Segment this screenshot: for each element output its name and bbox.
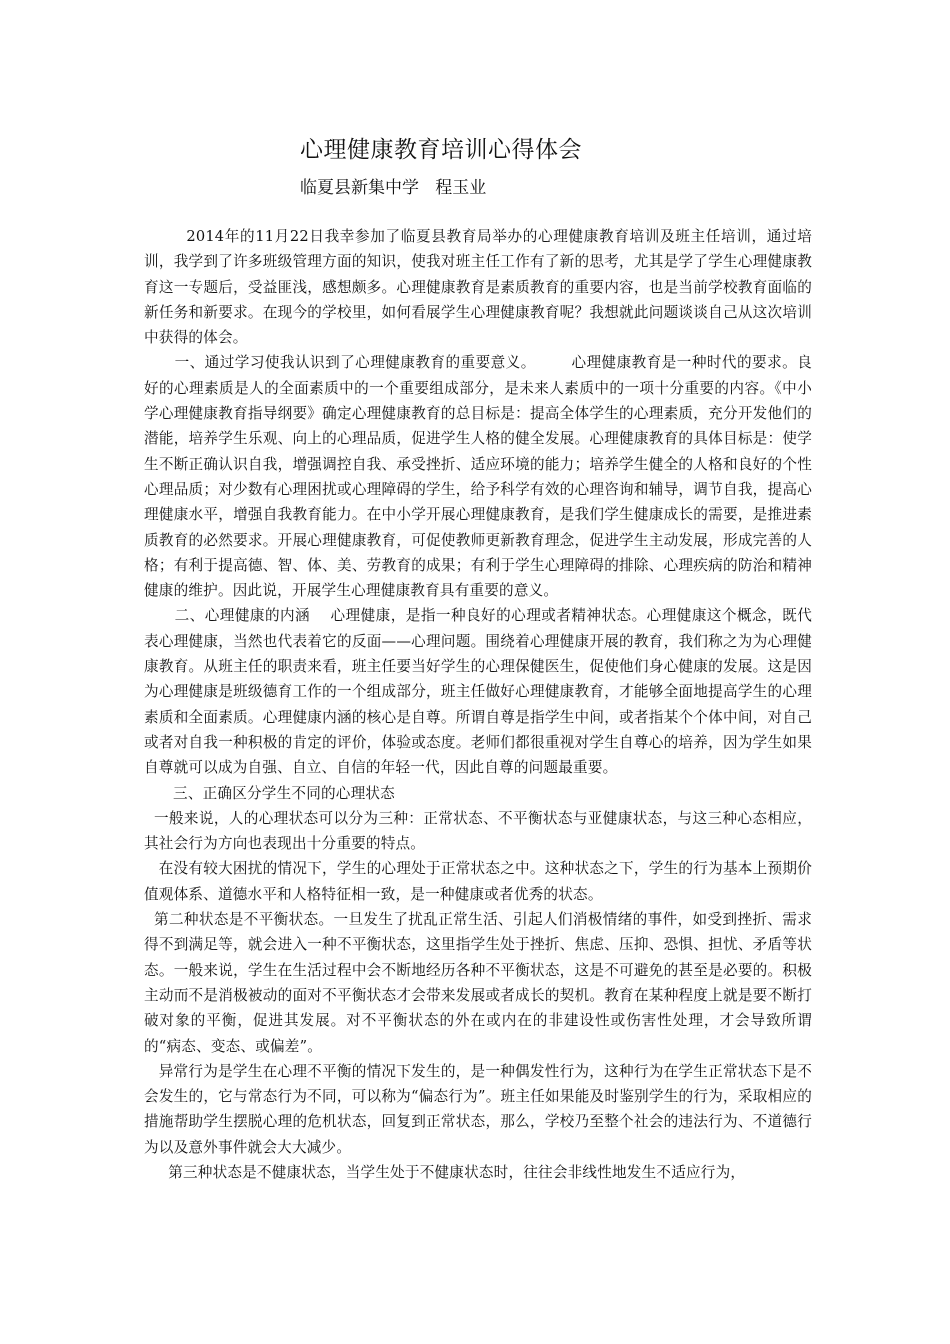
paragraph-three-states: 一般来说，人的心理状态可以分为三种：正常状态、不平衡状态与亚健康状态，与这三种心态相应，其社会行为方向也表现出十分重要的特点。 [144,809,812,853]
section-heading-three: 三、正确区分学生不同的心理状态 [144,784,395,802]
paragraph-normal-state: 在没有较大困扰的情况下，学生的心理处于正常状态之中。这种状态之下，学生的行为基本上预期价值观体系、道德水平和人格特征相一致，是一种健康或者优秀的状态。 [144,860,812,903]
paragraph-section-two: 二、心理健康的内涵 心理健康，是指一种良好的心理或者精神状态。心理健康这个概念，既代表心理健康，当然也代表着它的反面——心理问题。围绕着心理健康开展的教育，我们称之为为心理健康教育。从班主任的职责来看，班主任要当好学生的心理保健医生，促使他们身心健康的发展。这是因为心理健康是班级德育工作的一个组成部分，班主任做好心理健康教育，才能够全面地提高学生的心理素质和全面素质。心理健康内涵的核心是自尊。所谓自尊是指学生中间，或者指某个个体中间，对自己或者对自我一种积极的肯定的评价，体验或态度。老师们都很重视对学生自尊心的培养，因为学生如果自尊就可以成为自强、自立、自信的年轻一代，因此自尊的问题最重要。 [144,607,812,777]
document-body [144,224,812,1185]
paragraph-abnormal-behavior: 异常行为是学生在心理不平衡的情况下发生的，是一种偶发性行为，这种行为在学生正常状态下是不会发生的，它与常态行为不同，可以称为“偏态行为”。班主任如果能及时鉴别学生的行为，采取相应的措施帮助学生摆脱心理的危机状态，回复到正常状态，那么，学校乃至整个社会的违法行为、不道德行为以及意外事件就会大大减少。 [144,1062,812,1156]
author-line: 临夏县新集中学 程玉业 [300,178,487,198]
document-title: 心理健康教育培训心得体会 [300,137,582,163]
paragraph-intro: 2014年的11月22日我幸参加了临夏县教育局举办的心理健康教育培训及班主任培训，通过培训，我学到了许多班级管理方面的知识，使我对班主任工作有了新的思考，尤其是学了学生心理健康教育这一专题后，受益匪浅，感想颇多。心理健康教育是素质教育的重要内容，也是当前学校教育面临的新任务和新要求。在现今的学校里，如何看展学生心理健康教育呢？我想就此问题谈谈自己从这次培训中获得的体会。 [144,228,812,347]
paragraph-imbalance-state: 第二种状态是不平衡状态。一旦发生了扰乱正常生活、引起人们消极情绪的事件，如受到挫折、需求得不到满足等，就会进入一种不平衡状态，这里指学生处于挫折、焦虑、压抑、恐惧、担忧、矛盾等状态。一般来说，学生在生活过程中会不断地经历各种不平衡状态，这是不可避免的甚至是必要的。积极主动而不是消极被动的面对不平衡状态才会带来发展或者成长的契机。教育在某种程度上就是要不断打破对象的平衡，促进其发展。对不平衡状态的外在或内在的非建设性或伤害性处理，才会导致所谓的“病态、变态、或偏差”。 [144,911,812,1055]
paragraph-unhealthy-state: 第三种状态是不健康状态，当学生处于不健康状态时，往往会非线性地发生不适应行为， [144,1163,746,1181]
paragraph-section-one: 一、通过学习使我认识到了心理健康教育的重要意义。 心理健康教育是一种时代的要求。良好的心理素质是人的全面素质中的一个重要组成部分，是未来人素质中的一项十分重要的内容。《中小学心理健康教育指导纲要》确定心理健康教育的总目标是：提高全体学生的心理素质，充分开发他们的潜能，培养学生乐观、向上的心理品质，促进学生人格的健全发展。心理健康教育的具体目标是：使学生不断正确认识自我，增强调控自我、承受挫折、适应环境的能力；培养学生健全的人格和良好的个性心理品质；对少数有心理困扰或心理障碍的学生，给予科学有效的心理咨询和辅导，调节自我，提高心理健康水平，增强自我教育能力。在中小学开展心理健康教育，是我们学生健康成长的需要，是推进素质教育的必然要求。开展心理健康教育，可促使教师更新教育理念，促进学生主动发展，形成完善的人格；有利于提高德、智、体、美、劳教育的成果；有利于学生心理障碍的排除、心理疾病的防治和精神健康的维护。因此说，开展学生心理健康教育具有重要的意义。 [144,354,812,600]
